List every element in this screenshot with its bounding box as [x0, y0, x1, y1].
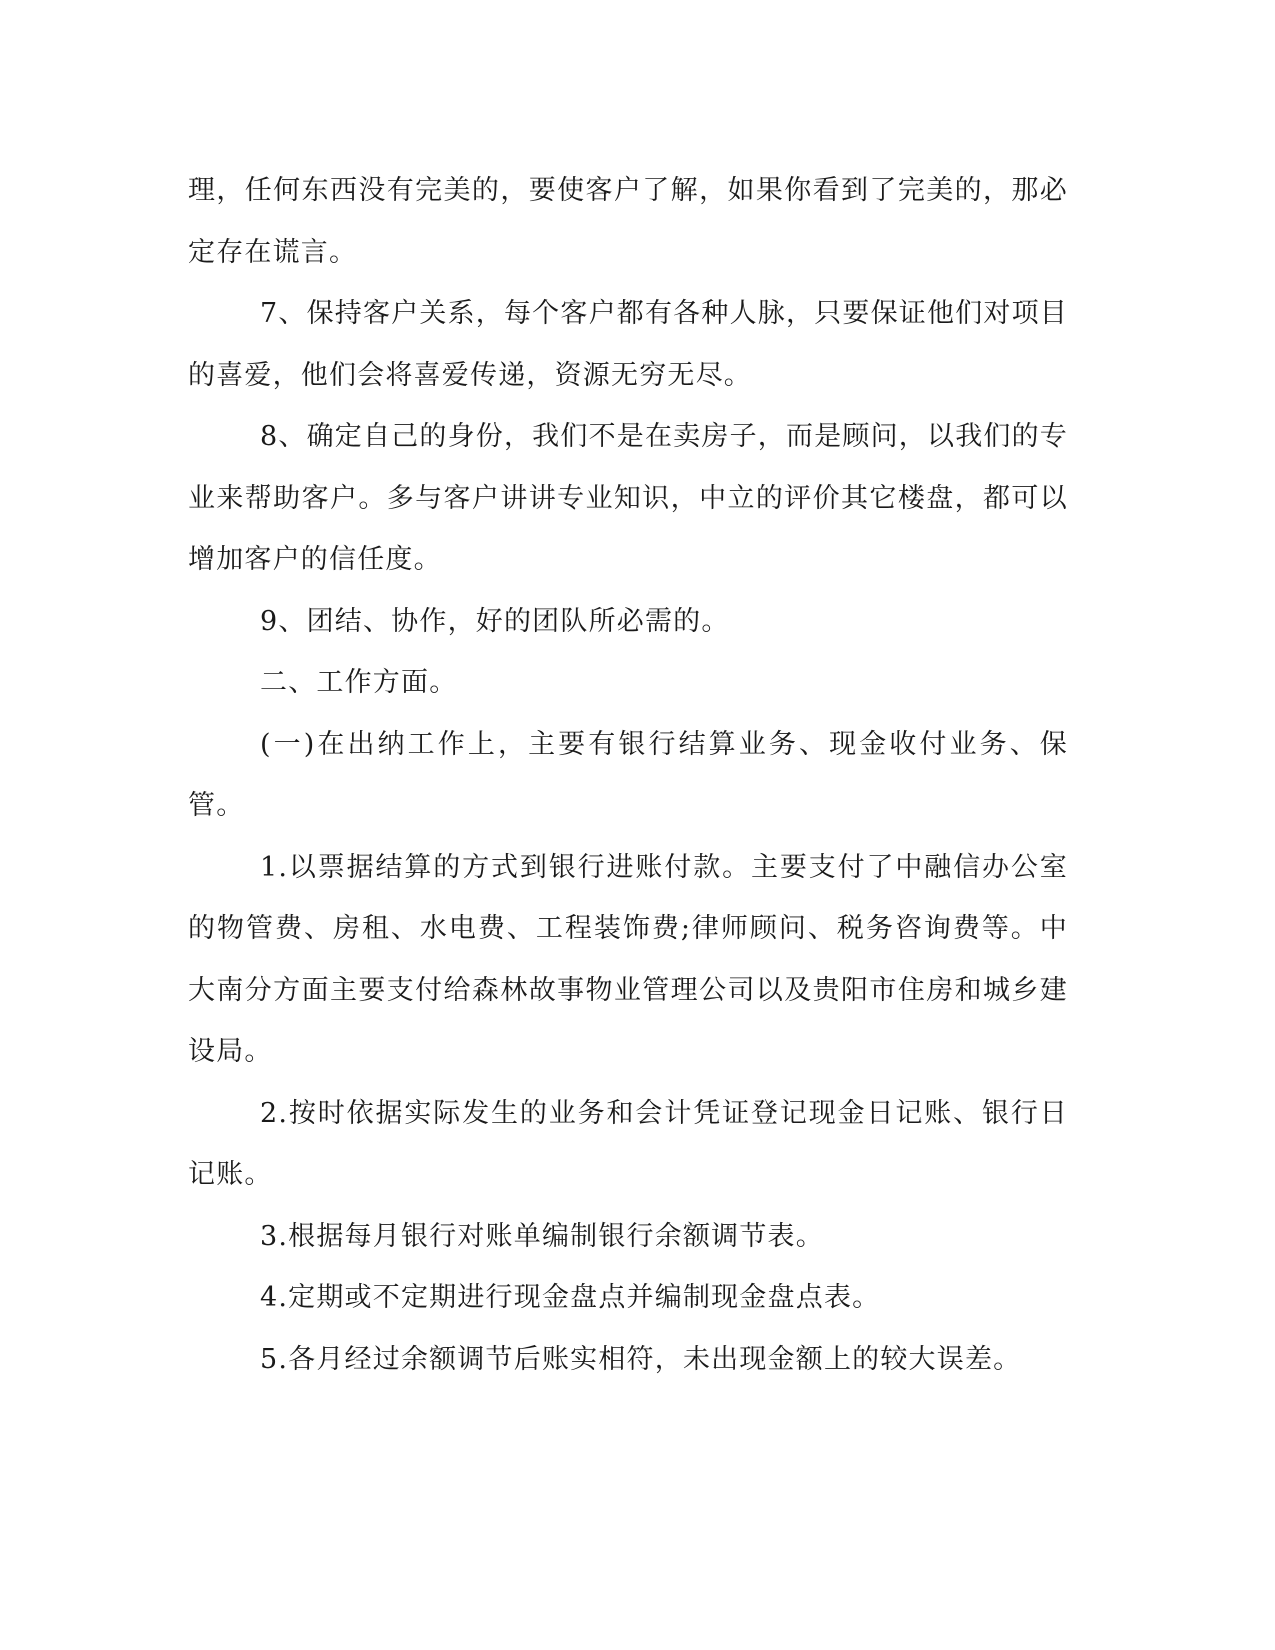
list-item-3: 3.根据每月银行对账单编制银行余额调节表。 [260, 1220, 824, 1252]
list-item-1: 1.以票据结算的方式到银行进账付款。主要支付了中融信办公室的物管费、房租、水电费、工程装饰费;律师顾问、税务咨询费等。中大南分方面主要支付给森林故事物业管理公司以及贵阳市住房和城乡建设局。 [188, 851, 1068, 1067]
subsection-cashier: (一)在出纳工作上，主要有银行结算业务、现金收付业务、保管。 [188, 728, 1068, 821]
list-item-4: 4.定期或不定期进行现金盘点并编制现金盘点表。 [260, 1282, 881, 1313]
paragraph-item-8: 8、确定自己的身份，我们不是在卖房子，而是顾问，以我们的专业来帮助客户。多与客户讲讲专业知识，中立的评价其它楼盘，都可以增加客户的信任度。 [188, 421, 1068, 575]
section-heading-work: 二、工作方面。 [260, 667, 458, 698]
document-body [188, 160, 1068, 1390]
list-item-5: 5.各月经过余额调节后账实相符，未出现金额上的较大误差。 [260, 1343, 1022, 1375]
paragraph-item-9: 9、团结、协作，好的团队所必需的。 [260, 605, 730, 637]
paragraph-continuation: 理，任何东西没有完美的，要使客户了解，如果你看到了完美的，那必定存在谎言。 [188, 175, 1068, 268]
list-item-2: 2.按时依据实际发生的业务和会计凭证登记现金日记账、银行日记账。 [188, 1097, 1068, 1190]
paragraph-item-7: 7、保持客户关系，每个客户都有各种人脉，只要保证他们对项目的喜爱，他们会将喜爱传递，资源无穷无尽。 [188, 298, 1068, 391]
